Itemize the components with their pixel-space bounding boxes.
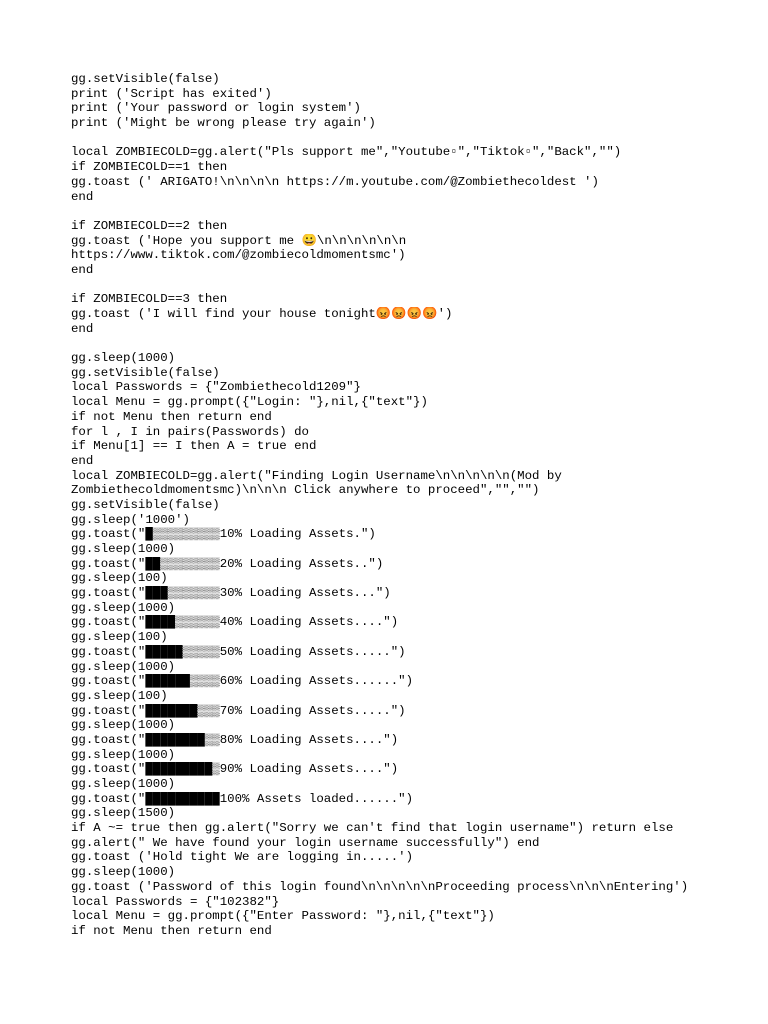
code-line: local ZOMBIECOLD=gg.alert("Pls support me","Youtube▫","Tiktok▫","Back","") — [71, 145, 622, 160]
code-line: gg.sleep(1000) — [71, 777, 176, 791]
code-line: if ZOMBIECOLD==3 then — [71, 292, 228, 307]
code-line: gg.setVisible(false) — [71, 365, 220, 380]
code-line: gg.toast("██████████100% Assets loaded......") — [71, 791, 414, 806]
code-line: gg.toast("███▒▒▒▒▒▒▒30% Loading Assets...") — [71, 586, 391, 601]
code-line: gg.sleep(1000) — [71, 659, 176, 674]
code-line: if Menu[1] == I then A = true end — [71, 439, 317, 454]
code-line: gg.sleep(1000) — [71, 542, 176, 556]
code-line: gg.toast ('I will find your house tonight😡😡😡😡') — [71, 307, 453, 321]
code-line: gg.toast ('Hope you support me 😀\n\n\n\n\n\n — [71, 233, 407, 248]
code-line: gg.toast ('Hold tight We are logging in.....') — [71, 850, 414, 865]
code-line: gg.sleep(1000) — [71, 747, 176, 762]
code-line: local Menu = gg.prompt({"Login: "},nil,{"text"}) — [71, 395, 428, 410]
code-line — [71, 278, 761, 293]
code-line: gg.toast("████▒▒▒▒▒▒40% Loading Assets....") — [71, 615, 399, 630]
code-line: gg.toast("███████▒▒▒70% Loading Assets.....") — [71, 703, 406, 718]
code-line: local Passwords = {"102382"} — [71, 894, 280, 909]
code-line: gg.sleep(1500) — [71, 806, 176, 821]
code-line: if ZOMBIECOLD==1 then — [71, 160, 228, 175]
code-line: gg.sleep(1000) — [71, 865, 176, 880]
code-line — [71, 204, 761, 219]
code-line: if not Menu then return end — [71, 409, 272, 424]
code-line: gg.sleep(1000) — [71, 351, 176, 366]
code-line — [71, 336, 761, 351]
code-line: gg.toast("█▒▒▒▒▒▒▒▒▒10% Loading Assets.") — [71, 527, 376, 542]
code-line: end — [71, 453, 94, 468]
code-line: if A ~= true then gg.alert("Sorry we can't find that login username") return else — [71, 821, 674, 836]
code-line: end — [71, 321, 94, 336]
code-line: gg.setVisible(false) — [71, 72, 220, 86]
code-line: gg.toast("████████▒▒80% Loading Assets....") — [71, 732, 399, 747]
code-line: gg.toast("█████████▒90% Loading Assets....") — [71, 762, 399, 777]
code-line: for l , I in pairs(Passwords) do — [71, 424, 309, 439]
code-line: gg.sleep('1000') — [71, 512, 190, 527]
code-line: print ('Might be wrong please try again') — [71, 116, 376, 131]
code-line: if not Menu then return end — [71, 923, 272, 938]
code-line: gg.toast("██████▒▒▒▒60% Loading Assets......") — [71, 674, 414, 689]
code-line: gg.toast (' ARIGATO!\n\n\n\n https://m.youtube.com/@Zombiethecoldest ') — [71, 174, 599, 189]
code-line: local Passwords = {"Zombiethecold1209"} — [71, 380, 361, 395]
code-line: Zombiethecoldmomentsmc)\n\n\n Click anywhere to proceed","","") — [71, 483, 540, 498]
code-listing — [71, 72, 761, 939]
code-line: gg.alert(" We have found your login username successfully") end — [71, 835, 540, 850]
code-line: local Menu = gg.prompt({"Enter Password: "},nil,{"text"}) — [71, 909, 495, 924]
code-line: gg.sleep(1000) — [71, 600, 176, 615]
code-line: gg.sleep(100) — [71, 688, 168, 703]
code-line: gg.setVisible(false) — [71, 497, 220, 512]
code-line: https://www.tiktok.com/@zombiecoldmomentsmc') — [71, 248, 406, 263]
code-line: local ZOMBIECOLD=gg.alert("Finding Login Username\n\n\n\n\n(Mod by — [71, 468, 562, 483]
code-line: gg.toast("█████▒▒▒▒▒50% Loading Assets.....") — [71, 644, 406, 659]
code-line: gg.toast ('Password of this login found\n\n\n\n\nProceeding process\n\n\nEntering') — [71, 879, 689, 894]
code-line: end — [71, 189, 94, 204]
code-line: gg.sleep(100) — [71, 571, 168, 586]
code-line: print ('Your password or login system') — [71, 101, 361, 116]
code-line: end — [71, 262, 94, 277]
code-line: gg.sleep(100) — [71, 630, 168, 645]
code-line: if ZOMBIECOLD==2 then — [71, 218, 228, 233]
code-line: gg.sleep(1000) — [71, 718, 176, 733]
code-line: print ('Script has exited') — [71, 86, 272, 101]
code-line — [71, 131, 761, 146]
code-line: gg.toast("██▒▒▒▒▒▒▒▒20% Loading Assets..") — [71, 556, 384, 571]
